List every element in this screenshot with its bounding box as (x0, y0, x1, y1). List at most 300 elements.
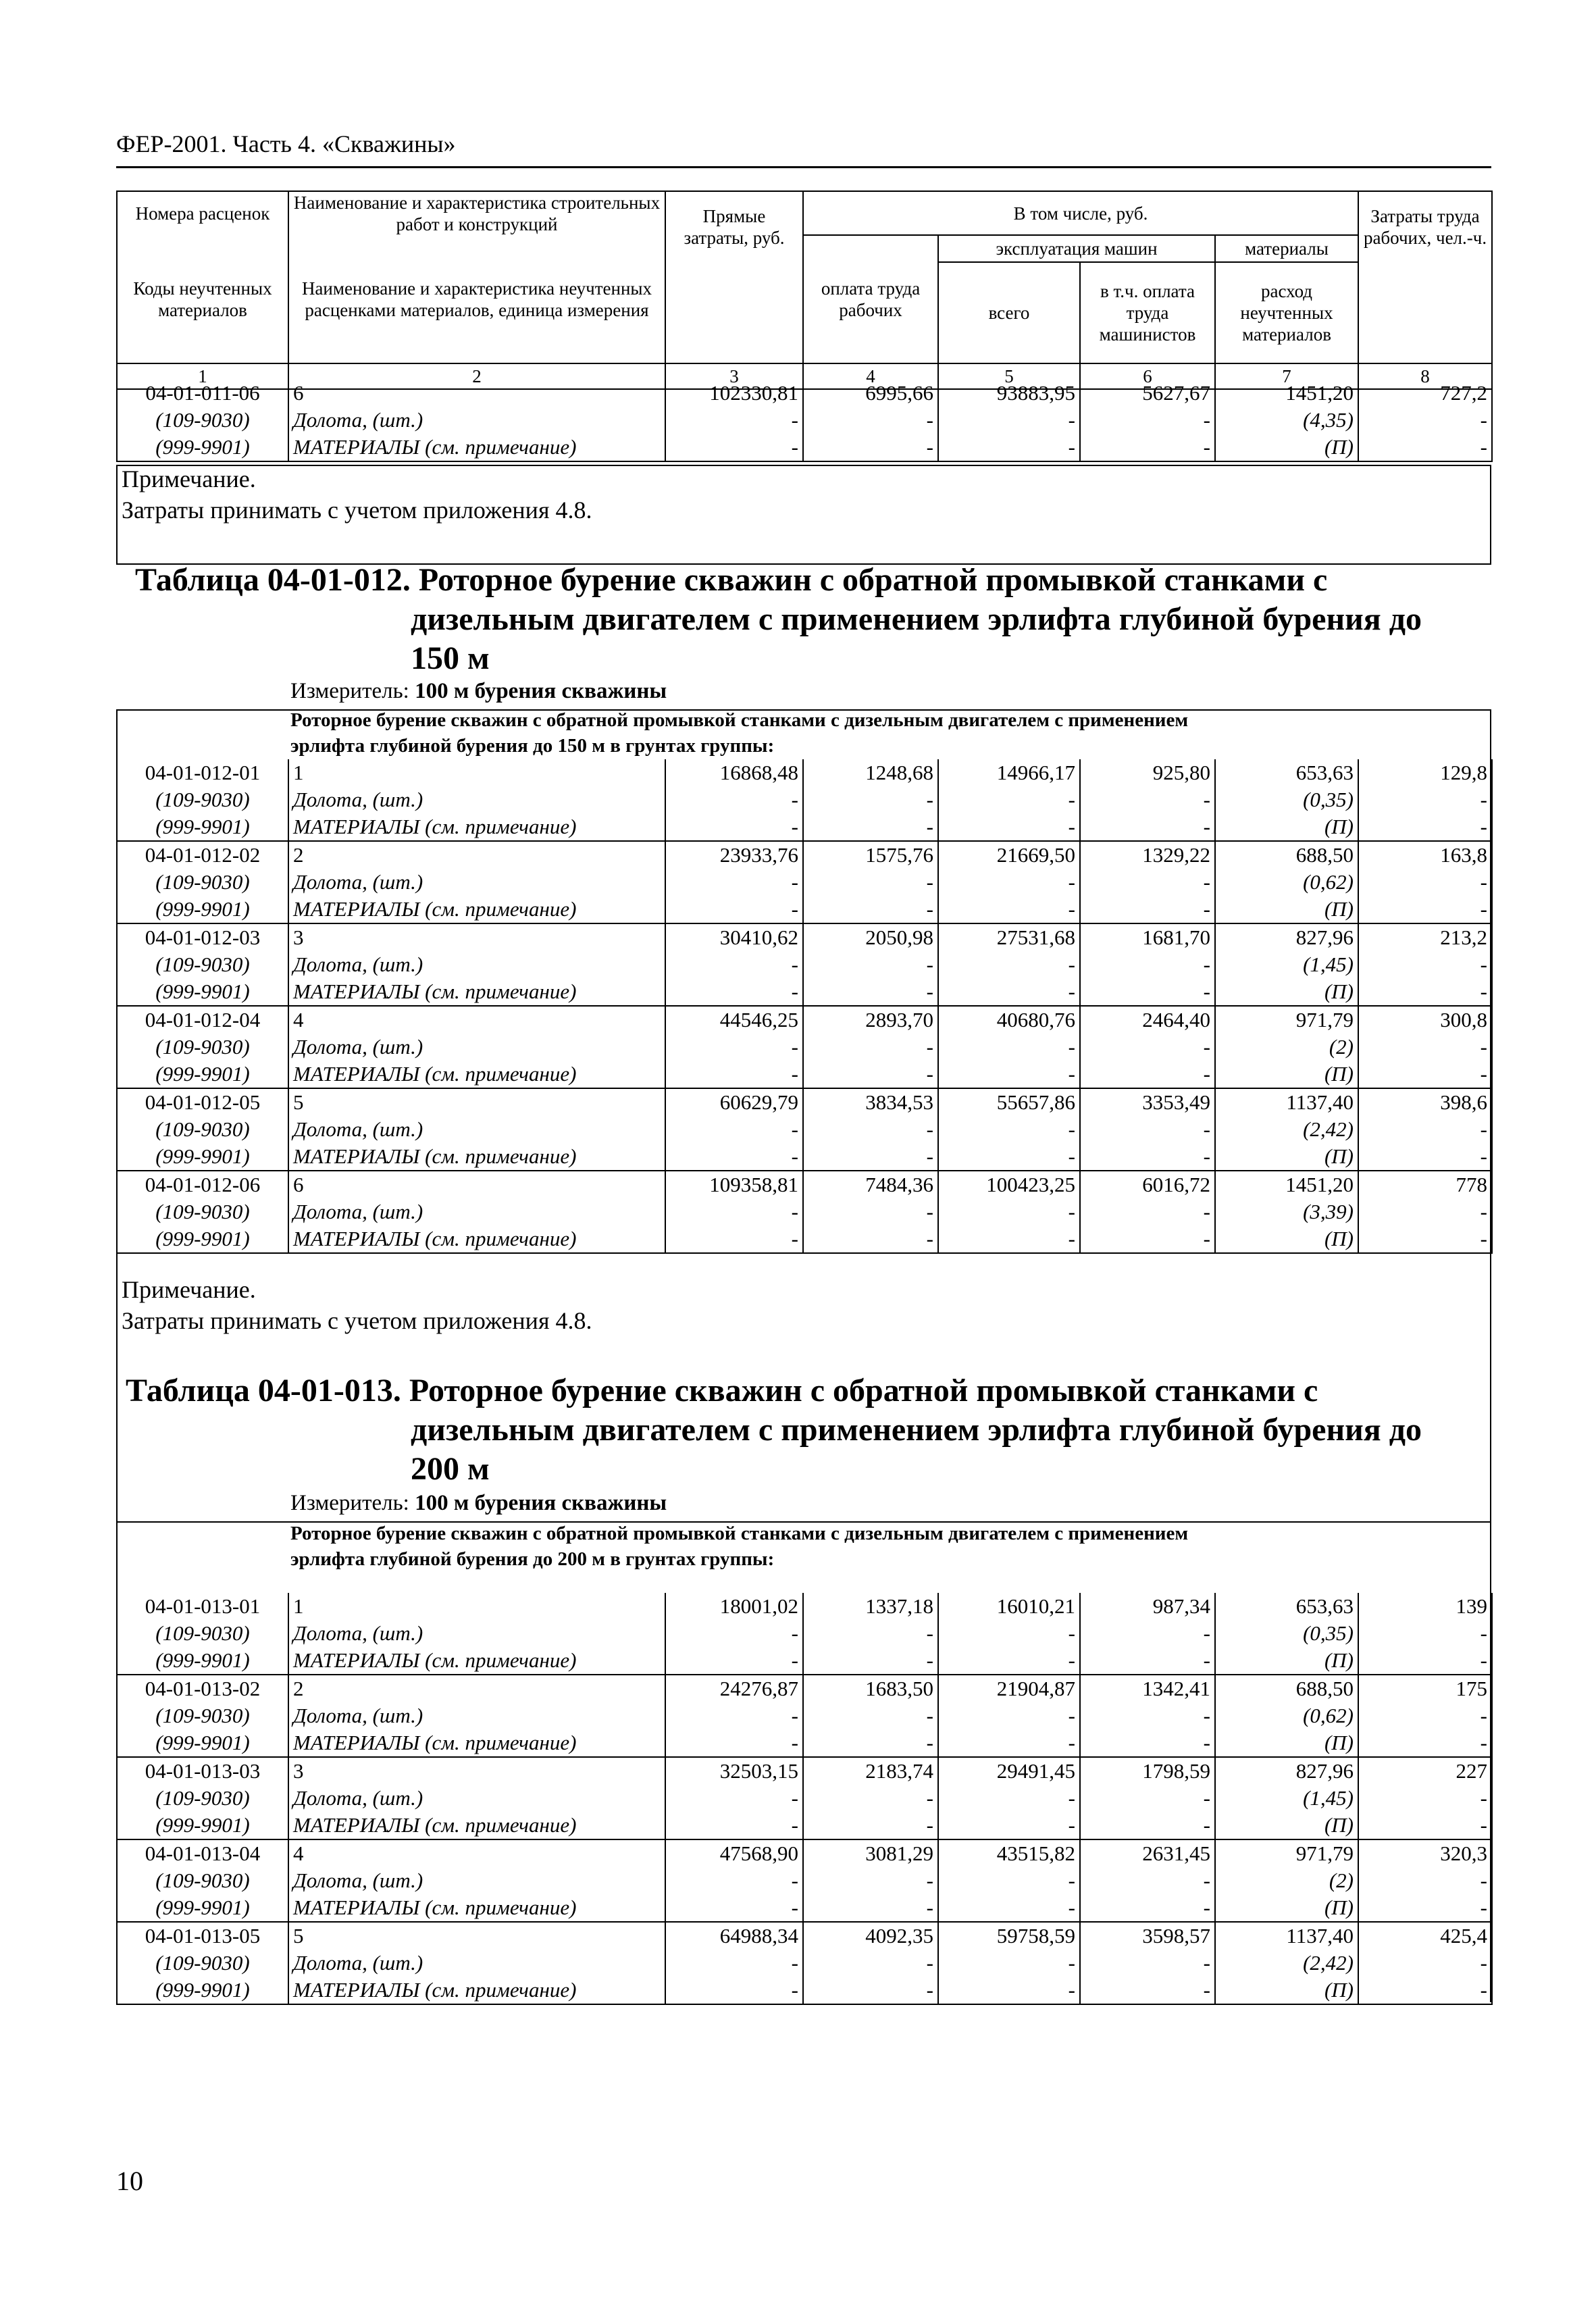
dash: - (803, 434, 938, 461)
table-row (117, 1894, 1492, 1922)
rates-table (116, 380, 1493, 462)
table-row (117, 1034, 1492, 1061)
dash: - (1080, 1702, 1215, 1729)
table-row (117, 1867, 1492, 1894)
material-name: Долота, (шт.) (288, 1034, 665, 1061)
col-number: 5 (938, 363, 1080, 389)
dash: - (1358, 1647, 1492, 1675)
material-qty: (0,62) (1215, 869, 1358, 896)
rate-code: 04-01-012-05 (117, 1088, 288, 1116)
direct-cost: 109358,81 (665, 1171, 803, 1198)
materials-cost: 688,50 (1215, 841, 1358, 869)
material-qty: (2) (1215, 1034, 1358, 1061)
machine-labor: 1681,70 (1080, 923, 1215, 951)
material-name: МАТЕРИАЛЫ (см. примечание) (288, 896, 665, 923)
dash: - (1358, 869, 1492, 896)
dash: - (665, 978, 803, 1006)
dash: - (938, 1729, 1080, 1757)
table-row (117, 759, 1492, 786)
materials-cost: 653,63 (1215, 759, 1358, 786)
col-number: 7 (1215, 363, 1358, 389)
dash: - (1080, 1198, 1215, 1225)
dash: - (1080, 1116, 1215, 1143)
material-code: (999-9901) (117, 1729, 288, 1757)
machine-total: 55657,86 (938, 1088, 1080, 1116)
labor-hours: 727,2 (1358, 380, 1492, 407)
dash: - (665, 1061, 803, 1088)
dash: - (938, 1812, 1080, 1839)
rate-name: 1 (288, 1593, 665, 1620)
dash: - (665, 1034, 803, 1061)
dash: - (1080, 1785, 1215, 1812)
table-013-measure (290, 1491, 667, 1516)
labor-hours: 163,8 (1358, 841, 1492, 869)
dash: - (1358, 1061, 1492, 1088)
material-code: (999-9901) (117, 978, 288, 1006)
material-qty: (3,39) (1215, 1198, 1358, 1225)
dash: - (803, 1034, 938, 1061)
material-code: (999-9901) (117, 1812, 288, 1839)
dash: - (938, 1225, 1080, 1253)
rate-code: 04-01-012-02 (117, 841, 288, 869)
page-header: ФЕР-2001. Часть 4. «Скважины» (116, 130, 456, 157)
table-012-title-line2: дизельным двигателем с применением эрлифта глубиной бурения до (411, 601, 1422, 637)
table-row (117, 896, 1492, 923)
labor-cost: 2050,98 (803, 923, 938, 951)
dash: - (803, 1785, 938, 1812)
material-name: МАТЕРИАЛЫ (см. примечание) (288, 978, 665, 1006)
dash: - (938, 896, 1080, 923)
rate-code: 04-01-012-01 (117, 759, 288, 786)
dash: - (1080, 1225, 1215, 1253)
col-header-materials: материалы (1215, 235, 1358, 262)
dash: - (1358, 1225, 1492, 1253)
labor-hours: 139 (1358, 1593, 1492, 1620)
table-row (117, 951, 1492, 978)
material-name: Долота, (шт.) (288, 1116, 665, 1143)
dash: - (1080, 1061, 1215, 1088)
direct-cost: 47568,90 (665, 1839, 803, 1867)
dash: - (803, 1950, 938, 1977)
material-qty: (П) (1215, 1812, 1358, 1839)
dash: - (938, 1785, 1080, 1812)
material-qty: (П) (1215, 1977, 1358, 2004)
col-number: 2 (288, 363, 665, 389)
material-code: (999-9901) (117, 434, 288, 461)
dash: - (1080, 1894, 1215, 1922)
page-number: 10 (116, 2166, 143, 2196)
measure-label: Измеритель: (290, 679, 415, 703)
direct-cost: 102330,81 (665, 380, 803, 407)
material-code: (999-9901) (117, 1647, 288, 1675)
direct-cost: 60629,79 (665, 1088, 803, 1116)
table-row (117, 1116, 1492, 1143)
material-code: (109-9030) (117, 1116, 288, 1143)
note-label: Примечание. (122, 465, 256, 492)
dash: - (665, 434, 803, 461)
col-header-material-use: расход неучтенных материалов (1215, 262, 1358, 363)
measure-label: Измеритель: (290, 1491, 415, 1515)
dash: - (803, 813, 938, 841)
material-code: (109-9030) (117, 1867, 288, 1894)
rate-name: 2 (288, 1675, 665, 1702)
dash: - (665, 1647, 803, 1675)
dash: - (665, 1812, 803, 1839)
table-013-subheading: Роторное бурение скважин с обратной промывкой станками с дизельным двигателем с применением (290, 1523, 1189, 1544)
table-row (117, 978, 1492, 1006)
dash: - (1080, 978, 1215, 1006)
dash: - (665, 1143, 803, 1171)
table-row (117, 380, 1492, 407)
dash: - (938, 978, 1080, 1006)
table-row (117, 1757, 1492, 1785)
table-row (117, 1977, 1492, 2004)
direct-cost: 32503,15 (665, 1757, 803, 1785)
machine-total: 21669,50 (938, 841, 1080, 869)
machine-labor: 3598,57 (1080, 1922, 1215, 1950)
rate-code: 04-01-013-04 (117, 1839, 288, 1867)
col-header-incl: В том числе, руб. (803, 191, 1358, 235)
labor-hours: 129,8 (1358, 759, 1492, 786)
dash: - (938, 1647, 1080, 1675)
dash: - (803, 1812, 938, 1839)
material-qty: (1,45) (1215, 951, 1358, 978)
machine-total: 29491,45 (938, 1757, 1080, 1785)
dash: - (803, 951, 938, 978)
table-row (117, 1839, 1492, 1867)
note-text: Затраты принимать с учетом приложения 4.8. (122, 1307, 592, 1334)
material-name: МАТЕРИАЛЫ (см. примечание) (288, 1647, 665, 1675)
material-qty: (П) (1215, 1225, 1358, 1253)
labor-cost: 3834,53 (803, 1088, 938, 1116)
dash: - (1080, 1034, 1215, 1061)
labor-cost: 2183,74 (803, 1757, 938, 1785)
rate-code: 04-01-013-05 (117, 1922, 288, 1950)
col-header-direct: Прямые затраты, руб. (665, 191, 803, 262)
table-row (117, 434, 1492, 461)
dash: - (1080, 1977, 1215, 2004)
table-row (117, 1225, 1492, 1253)
dash: - (665, 1620, 803, 1647)
dash: - (803, 1620, 938, 1647)
dash: - (1358, 1620, 1492, 1647)
col-number: 1 (117, 363, 288, 389)
materials-cost: 1137,40 (1215, 1922, 1358, 1950)
table-row (117, 1702, 1492, 1729)
rate-name: 6 (288, 1171, 665, 1198)
material-qty: (П) (1215, 1729, 1358, 1757)
dash: - (1080, 1812, 1215, 1839)
dash: - (665, 407, 803, 434)
dash: - (1358, 1812, 1492, 1839)
machine-labor: 1329,22 (1080, 841, 1215, 869)
table-013-title-line2: дизельным двигателем с применением эрлифта глубиной бурения до (411, 1412, 1422, 1448)
dash: - (938, 434, 1080, 461)
dash: - (665, 1977, 803, 2004)
material-code: (109-9030) (117, 1620, 288, 1647)
dash: - (665, 1198, 803, 1225)
material-name: МАТЕРИАЛЫ (см. примечание) (288, 1143, 665, 1171)
materials-cost: 827,96 (1215, 923, 1358, 951)
machine-labor: 1798,59 (1080, 1757, 1215, 1785)
dash: - (803, 1225, 938, 1253)
machine-total: 93883,95 (938, 380, 1080, 407)
labor-hours: 778 (1358, 1171, 1492, 1198)
material-name: МАТЕРИАЛЫ (см. примечание) (288, 1894, 665, 1922)
labor-cost: 4092,35 (803, 1922, 938, 1950)
direct-cost: 23933,76 (665, 841, 803, 869)
col-header-codes-bottom: Коды неучтенных материалов (117, 235, 288, 363)
material-qty: (П) (1215, 1061, 1358, 1088)
dash: - (1080, 869, 1215, 896)
col-number: 8 (1358, 363, 1492, 389)
machine-total: 40680,76 (938, 1006, 1080, 1034)
rates-table (116, 1593, 1493, 2005)
dash: - (665, 869, 803, 896)
dash: - (1358, 1867, 1492, 1894)
material-name: Долота, (шт.) (288, 1950, 665, 1977)
material-qty: (4,35) (1215, 407, 1358, 434)
material-qty: (П) (1215, 896, 1358, 923)
dash: - (1080, 1867, 1215, 1894)
dash: - (803, 786, 938, 813)
dash: - (1080, 951, 1215, 978)
dash: - (1080, 813, 1215, 841)
machine-total: 59758,59 (938, 1922, 1080, 1950)
table-row (117, 1785, 1492, 1812)
col-number: 3 (665, 363, 803, 389)
table-row (117, 869, 1492, 896)
material-name: МАТЕРИАЛЫ (см. примечание) (288, 1729, 665, 1757)
dash: - (803, 1647, 938, 1675)
table-row (117, 1950, 1492, 1977)
material-name: МАТЕРИАЛЫ (см. примечание) (288, 813, 665, 841)
material-code: (999-9901) (117, 896, 288, 923)
dash: - (1358, 407, 1492, 434)
table-row (117, 1593, 1492, 1620)
table-013-title-line3: 200 м (411, 1451, 490, 1487)
machine-labor: 5627,67 (1080, 380, 1215, 407)
materials-cost: 1451,20 (1215, 380, 1358, 407)
col-header-machines: эксплуатация машин (938, 235, 1215, 262)
dash: - (803, 896, 938, 923)
labor-hours: 300,8 (1358, 1006, 1492, 1034)
dash: - (1358, 896, 1492, 923)
material-name: Долота, (шт.) (288, 1785, 665, 1812)
rate-name: 1 (288, 759, 665, 786)
machine-labor: 2464,40 (1080, 1006, 1215, 1034)
material-name: Долота, (шт.) (288, 1867, 665, 1894)
machine-labor: 3353,49 (1080, 1088, 1215, 1116)
materials-cost: 1451,20 (1215, 1171, 1358, 1198)
dash: - (938, 951, 1080, 978)
rate-code: 04-01-013-02 (117, 1675, 288, 1702)
machine-labor: 2631,45 (1080, 1839, 1215, 1867)
dash: - (938, 1702, 1080, 1729)
dash: - (1358, 978, 1492, 1006)
dash: - (938, 1061, 1080, 1088)
material-qty: (0,35) (1215, 1620, 1358, 1647)
machine-labor: 1342,41 (1080, 1675, 1215, 1702)
material-name: МАТЕРИАЛЫ (см. примечание) (288, 434, 665, 461)
material-qty: (П) (1215, 1647, 1358, 1675)
table-013-title: Таблица 04-01-013. Роторное бурение скважин с обратной промывкой станками с (126, 1373, 1318, 1408)
note-label: Примечание. (122, 1276, 256, 1303)
material-name: МАТЕРИАЛЫ (см. примечание) (288, 1225, 665, 1253)
dash: - (665, 1702, 803, 1729)
dash: - (665, 786, 803, 813)
material-code: (999-9901) (117, 1225, 288, 1253)
dash: - (1358, 1116, 1492, 1143)
dash: - (803, 1061, 938, 1088)
dash: - (665, 1729, 803, 1757)
dash: - (1080, 1647, 1215, 1675)
dash: - (803, 1116, 938, 1143)
material-code: (999-9901) (117, 1977, 288, 2004)
machine-labor: 6016,72 (1080, 1171, 1215, 1198)
labor-cost: 3081,29 (803, 1839, 938, 1867)
dash: - (665, 1225, 803, 1253)
material-qty: (П) (1215, 1143, 1358, 1171)
dash: - (1358, 1785, 1492, 1812)
material-name: Долота, (шт.) (288, 1702, 665, 1729)
header-rule (116, 166, 1491, 168)
table-row (117, 1006, 1492, 1034)
dash: - (1080, 1729, 1215, 1757)
machine-total: 100423,25 (938, 1171, 1080, 1198)
dash: - (938, 1620, 1080, 1647)
material-qty: (0,62) (1215, 1702, 1358, 1729)
col-header-machine-labor: в т.ч. оплата труда машинистов (1080, 262, 1215, 363)
material-code: (999-9901) (117, 1894, 288, 1922)
rate-code: 04-01-013-01 (117, 1593, 288, 1620)
rates-table (116, 759, 1493, 1254)
material-qty: (П) (1215, 1894, 1358, 1922)
dash: - (1358, 1950, 1492, 1977)
material-code: (109-9030) (117, 1785, 288, 1812)
dash: - (1358, 1702, 1492, 1729)
col-number: 4 (803, 363, 938, 389)
col-header-codes: Номера расценок (117, 191, 288, 235)
labor-hours: 227 (1358, 1757, 1492, 1785)
direct-cost: 16868,48 (665, 759, 803, 786)
dash: - (803, 978, 938, 1006)
col-header-labor-hours: Затраты труда рабочих, чел.-ч. (1358, 191, 1492, 262)
material-code: (109-9030) (117, 1702, 288, 1729)
table-013-subheading-2: эрлифта глубиной бурения до 200 м в грунтах группы: (290, 1548, 775, 1570)
dash: - (938, 1950, 1080, 1977)
measure-value: 100 м бурения скважины (415, 679, 667, 703)
table-row (117, 1922, 1492, 1950)
table-012-measure (290, 679, 667, 704)
table-row (117, 841, 1492, 869)
dash: - (665, 1116, 803, 1143)
table-row (117, 1620, 1492, 1647)
labor-cost: 6995,66 (803, 380, 938, 407)
dash: - (665, 1867, 803, 1894)
dash: - (938, 1143, 1080, 1171)
col-header-machine-total: всего (938, 262, 1080, 363)
dash: - (1358, 951, 1492, 978)
dash: - (665, 896, 803, 923)
labor-hours: 213,2 (1358, 923, 1492, 951)
table-row (117, 1143, 1492, 1171)
col-header-labor: оплата труда рабочих (803, 235, 938, 363)
dash: - (938, 1977, 1080, 2004)
table-row (117, 923, 1492, 951)
material-code: (109-9030) (117, 407, 288, 434)
material-name: Долота, (шт.) (288, 951, 665, 978)
materials-cost: 971,79 (1215, 1839, 1358, 1867)
rate-name: 5 (288, 1922, 665, 1950)
dash: - (938, 1198, 1080, 1225)
material-name: МАТЕРИАЛЫ (см. примечание) (288, 1061, 665, 1088)
direct-cost: 30410,62 (665, 923, 803, 951)
table-row (117, 1675, 1492, 1702)
dash: - (938, 813, 1080, 841)
material-qty: (2,42) (1215, 1950, 1358, 1977)
table-012-title-line3: 150 м (411, 640, 490, 676)
table-row (117, 1171, 1492, 1198)
direct-cost: 44546,25 (665, 1006, 803, 1034)
table-row (117, 1729, 1492, 1757)
direct-cost: 24276,87 (665, 1675, 803, 1702)
col-header-names-bottom: Наименование и характеристика неучтенных расценками материалов, единица измерения (288, 235, 665, 363)
dash: - (803, 1977, 938, 2004)
table-row (117, 1061, 1492, 1088)
direct-cost: 18001,02 (665, 1593, 803, 1620)
dash: - (1080, 1950, 1215, 1977)
rate-code: 04-01-013-03 (117, 1757, 288, 1785)
col-header-names: Наименование и характеристика строительных работ и конструкций (288, 191, 665, 235)
dash: - (938, 869, 1080, 896)
dash: - (1358, 1729, 1492, 1757)
labor-cost: 1575,76 (803, 841, 938, 869)
dash: - (1358, 434, 1492, 461)
dash: - (1080, 786, 1215, 813)
rate-name: 5 (288, 1088, 665, 1116)
material-code: (109-9030) (117, 1198, 288, 1225)
machine-total: 16010,21 (938, 1593, 1080, 1620)
materials-cost: 688,50 (1215, 1675, 1358, 1702)
machine-total: 14966,17 (938, 759, 1080, 786)
dash: - (803, 869, 938, 896)
materials-cost: 827,96 (1215, 1757, 1358, 1785)
material-qty: (2) (1215, 1867, 1358, 1894)
labor-hours: 425,4 (1358, 1922, 1492, 1950)
dash: - (938, 786, 1080, 813)
dash: - (1358, 813, 1492, 841)
materials-cost: 971,79 (1215, 1006, 1358, 1034)
dash: - (938, 1867, 1080, 1894)
material-name: МАТЕРИАЛЫ (см. примечание) (288, 1812, 665, 1839)
labor-cost: 1683,50 (803, 1675, 938, 1702)
dash: - (1358, 1034, 1492, 1061)
material-name: МАТЕРИАЛЫ (см. примечание) (288, 1977, 665, 2004)
rate-code: 04-01-012-03 (117, 923, 288, 951)
table-012-subheading-2: эрлифта глубиной бурения до 150 м в грунтах группы: (290, 735, 775, 757)
material-code: (109-9030) (117, 786, 288, 813)
material-qty: (1,45) (1215, 1785, 1358, 1812)
machine-total: 21904,87 (938, 1675, 1080, 1702)
materials-cost: 1137,40 (1215, 1088, 1358, 1116)
table-row (117, 786, 1492, 813)
dash: - (1358, 1198, 1492, 1225)
dash: - (1080, 1143, 1215, 1171)
dash: - (665, 813, 803, 841)
material-code: (999-9901) (117, 813, 288, 841)
rate-name: 2 (288, 841, 665, 869)
